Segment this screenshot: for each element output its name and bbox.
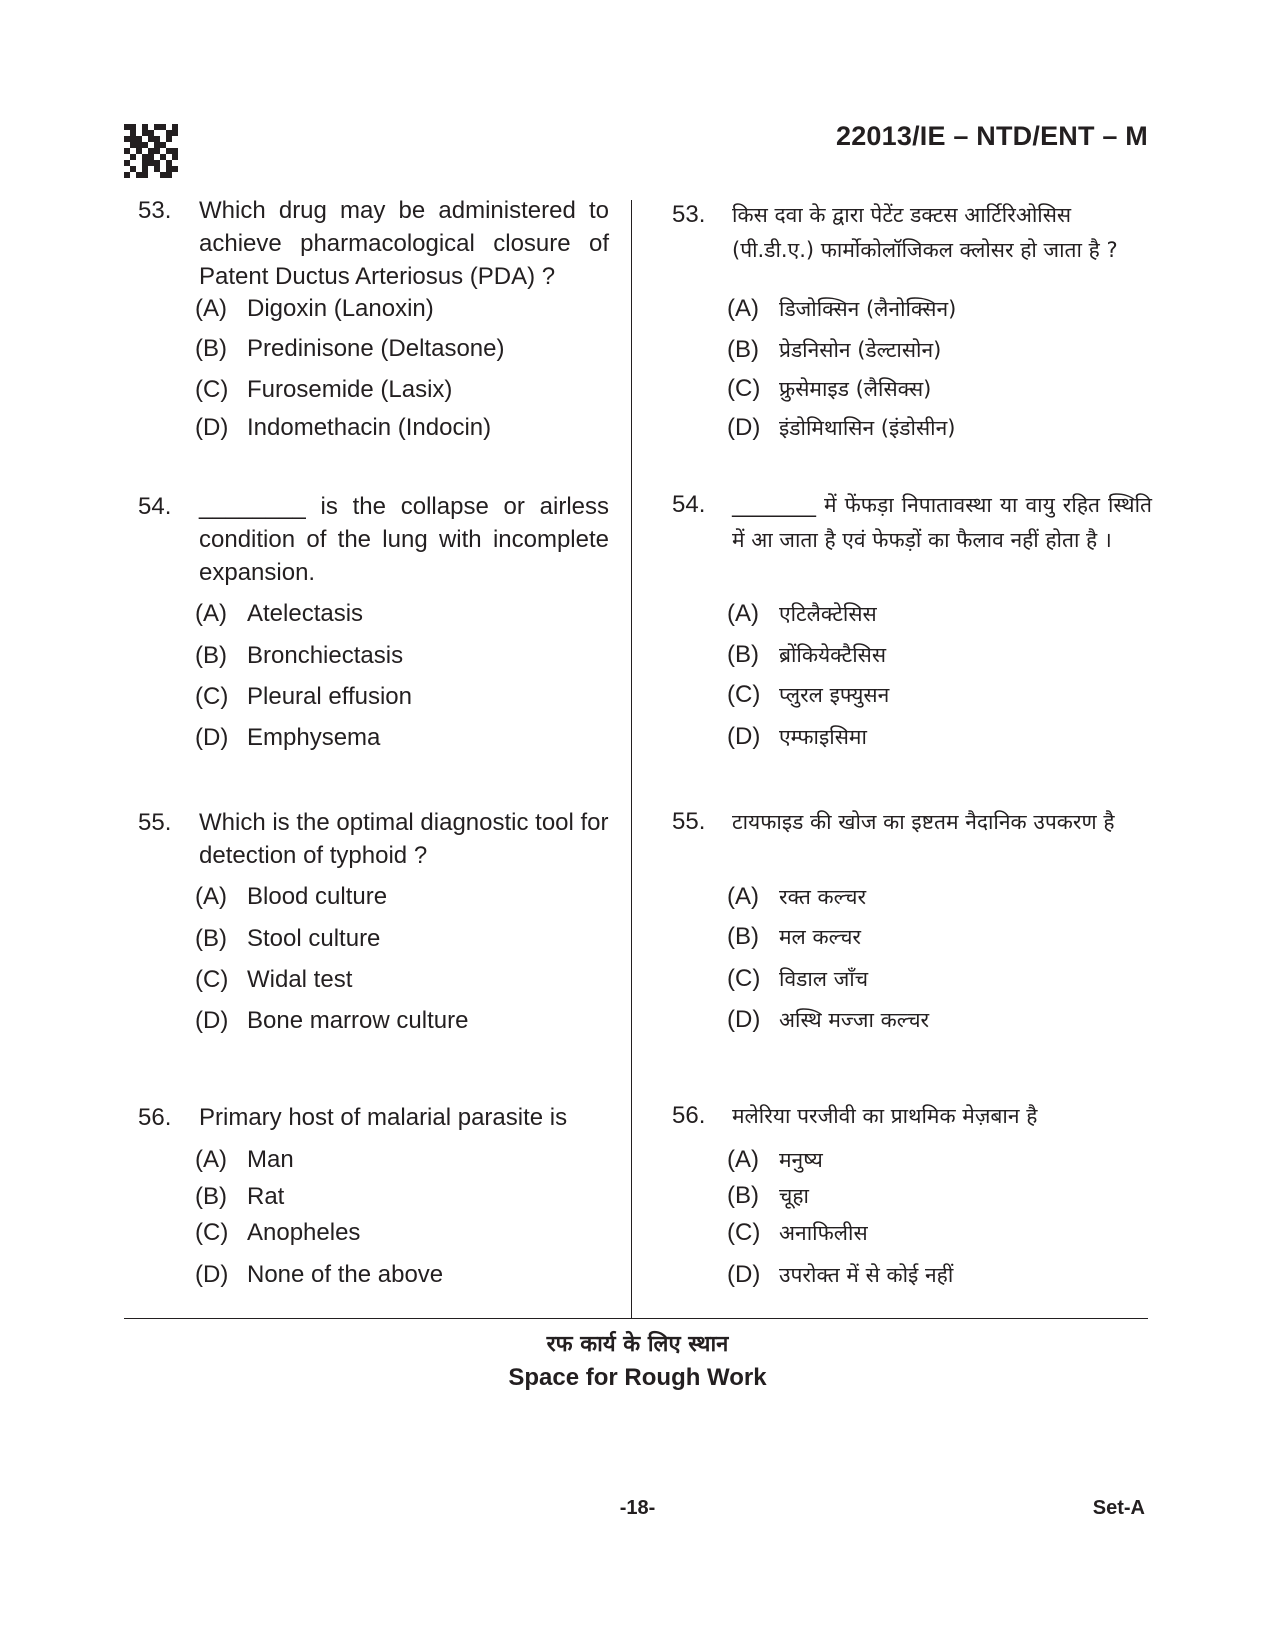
option-a: (A) Atelectasis bbox=[195, 600, 364, 627]
question-stem: Which is the optimal diagnostic tool for detection of typhoid ? bbox=[199, 809, 609, 869]
question-stem: ________ is the collapse or airless condition of the lung with incomplete expansion. bbox=[199, 493, 609, 586]
option-c: (C) Anopheles bbox=[195, 1219, 361, 1246]
column-divider bbox=[631, 200, 632, 1318]
question-stem: किस दवा के द्वारा पेटेंट डक्टस आर्टिरिओसिस (पी.डी.ए.) फार्मोकोलॉजिकल क्लोसर हो जाता है ? bbox=[732, 203, 1118, 262]
option-a: (A) Blood culture bbox=[195, 883, 388, 910]
question-number: 54. bbox=[138, 493, 172, 520]
question-number: 55. bbox=[138, 809, 172, 836]
option-a: (A) एटिलैक्टेसिस bbox=[727, 600, 877, 627]
option-c: (C) Pleural effusion bbox=[195, 683, 412, 710]
question-stem: ________ में फेंफड़ा निपातावस्था या वायु रहित स्थिति में आ जाता है एवं फेफड़ों का फैलाव नहीं होता है । bbox=[732, 493, 1152, 552]
option-b: (B) Stool culture bbox=[195, 925, 381, 952]
question-number: 55. bbox=[672, 808, 706, 835]
paper-code: 22013/IE – NTD/ENT – M bbox=[835, 121, 1148, 151]
question-stem: टायफाइड की खोज का इष्टतम नैदानिक उपकरण है bbox=[732, 810, 1115, 834]
option-d: (D) Bone marrow culture bbox=[195, 1007, 469, 1034]
option-c: (C) Furosemide (Lasix) bbox=[195, 376, 453, 403]
question-number: 56. bbox=[138, 1104, 172, 1131]
rough-work-heading: Space for Rough Work bbox=[508, 1364, 767, 1391]
option-b: (B) मल कल्चर bbox=[727, 923, 862, 950]
question-stem: Primary host of malarial parasite is bbox=[199, 1104, 568, 1131]
option-b: (B) प्रेडनिसोन (डेल्टासोन) bbox=[727, 336, 942, 363]
page-number: -18- bbox=[619, 1497, 656, 1519]
option-d: (D) एम्फाइसिमा bbox=[727, 723, 867, 750]
option-c: (C) विडाल जाँच bbox=[727, 965, 869, 992]
option-b: (B) ब्रोंकियेक्टैसिस bbox=[727, 641, 887, 668]
option-a: (A) Digoxin (Lanoxin) bbox=[195, 295, 434, 322]
question-number: 56. bbox=[672, 1102, 706, 1129]
option-a: (A) मनुष्य bbox=[727, 1146, 823, 1173]
option-d: (D) उपरोक्त में से कोई नहीं bbox=[727, 1261, 954, 1288]
option-d: (D) इंडोमिथासिन (इंडोसीन) bbox=[727, 414, 956, 441]
option-b: (B) Predinisone (Deltasone) bbox=[195, 335, 505, 362]
question-stem: मलेरिया परजीवी का प्राथमिक मेज़बान है bbox=[732, 1104, 1038, 1128]
option-a: (A) रक्त कल्चर bbox=[727, 883, 867, 910]
option-b: (B) Rat bbox=[195, 1183, 285, 1210]
question-stem: Which drug may be administered to achieve pharmacological closure of Patent Ductus Arteriosus (PDA) ? bbox=[199, 197, 609, 290]
rough-work-heading-hindi: रफ कार्य के लिए स्थान bbox=[546, 1332, 729, 1357]
option-d: (D) None of the above bbox=[195, 1261, 444, 1288]
option-c: (C) फ्रुसेमाइड (लैसिक्स) bbox=[727, 375, 932, 402]
option-b: (B) Bronchiectasis bbox=[195, 642, 404, 669]
option-b: (B) चूहा bbox=[727, 1182, 809, 1209]
set-label: Set-A bbox=[1092, 1497, 1145, 1519]
question-number: 54. bbox=[672, 491, 706, 518]
option-d: (D) अस्थि मज्जा कल्चर bbox=[727, 1006, 930, 1033]
option-c: (C) Widal test bbox=[195, 966, 353, 993]
option-c: (C) प्लुरल इफ्युसन bbox=[727, 681, 890, 708]
option-d: (D) Indomethacin (Indocin) bbox=[195, 414, 492, 441]
qr-code-icon bbox=[124, 124, 178, 178]
question-number: 53. bbox=[138, 197, 172, 224]
option-c: (C) अनाफिलीस bbox=[727, 1219, 868, 1246]
option-d: (D) Emphysema bbox=[195, 724, 381, 751]
option-a: (A) डिजोक्सिन (लैनोक्सिन) bbox=[727, 295, 957, 322]
section-divider bbox=[124, 1318, 1148, 1319]
question-number: 53. bbox=[672, 201, 706, 228]
option-a: (A) Man bbox=[195, 1146, 294, 1173]
